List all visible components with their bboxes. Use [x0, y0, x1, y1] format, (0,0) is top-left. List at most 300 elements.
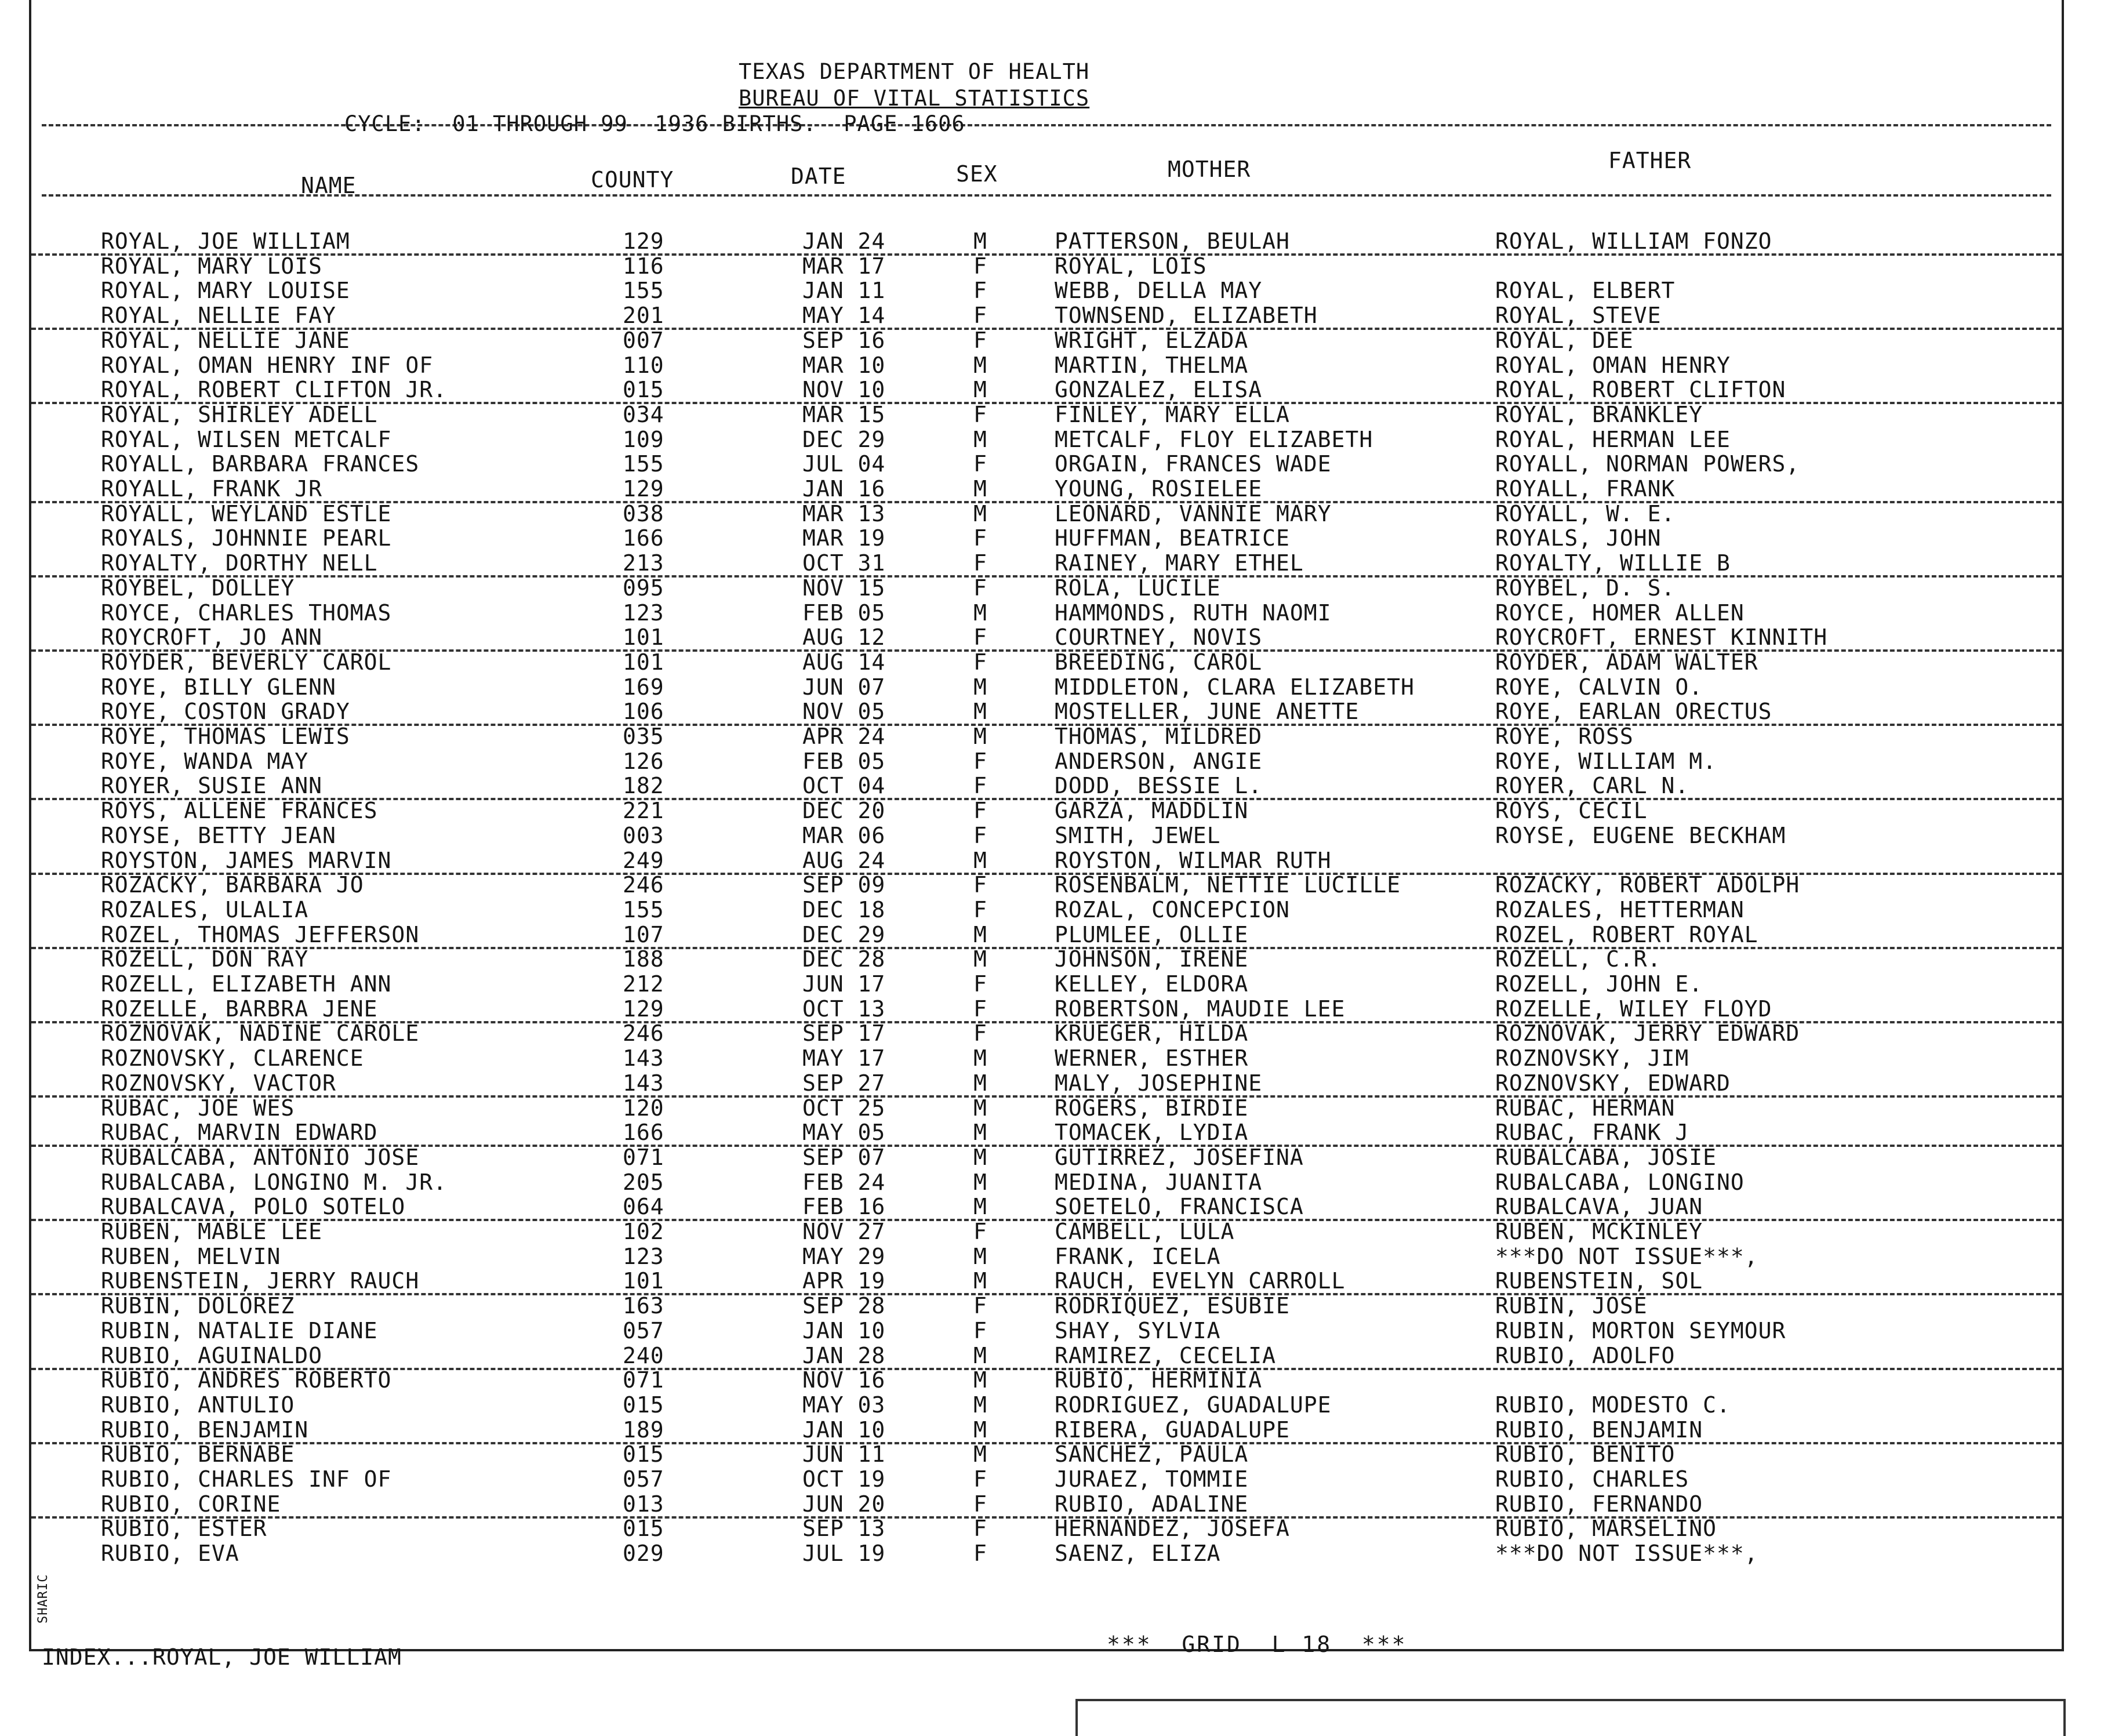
table-row [31, 551, 2062, 578]
cell-name: ROYE, THOMAS LEWIS [101, 724, 350, 749]
cell-mother: RUBIO, ADALINE [1055, 1491, 1249, 1517]
cell-sex: F [973, 1219, 987, 1244]
cell-mother: WEBB, DELLA MAY [1055, 278, 1263, 304]
cell-mother: MARTIN, THELMA [1055, 352, 1249, 378]
cell-name: RUBIO, ESTER [101, 1516, 267, 1542]
cell-mother: FINLEY, MARY ELLA [1055, 401, 1290, 427]
cell-date: DEC 29 [802, 921, 886, 947]
cell-sex: M [973, 1120, 987, 1146]
cell-county: 095 [623, 575, 664, 601]
cell-mother: RODRIQUEZ, ESUBIE [1055, 1293, 1290, 1319]
cell-county: 189 [623, 1417, 664, 1443]
cell-name: RUBIO, ANDRES ROBERTO [101, 1367, 392, 1393]
cell-mother: TOMACEK, LYDIA [1055, 1120, 1249, 1146]
cell-name: RUBEN, MABLE LEE [101, 1219, 323, 1244]
cell-mother: RUBIO, HERMINIA [1055, 1367, 1263, 1393]
cell-date: SEP 16 [802, 327, 886, 353]
cell-county: 123 [623, 600, 664, 626]
header-rule-top [42, 124, 2051, 126]
cell-county: 240 [623, 1342, 664, 1368]
cell-date: JUN 17 [802, 971, 886, 997]
cell-father: RUBENSTEIN, SOL [1495, 1268, 1703, 1294]
table-row [31, 798, 2062, 823]
cell-mother: BREEDING, CAROL [1055, 649, 1263, 675]
cell-name: ROYCE, CHARLES THOMAS [101, 600, 392, 626]
cell-father: ROYAL, ROBERT CLIFTON [1495, 377, 1786, 403]
cell-name: RUBAC, JOE WES [101, 1095, 295, 1121]
cell-mother: SAENZ, ELIZA [1055, 1541, 1221, 1567]
cell-date: MAY 29 [802, 1243, 886, 1269]
cell-mother: WRIGHT, ELZADA [1055, 327, 1249, 353]
cell-name: RUBALCABA, LONGINO M. JR. [101, 1169, 447, 1195]
cell-father: ROYCE, HOMER ALLEN [1495, 600, 1745, 626]
cell-date: MAR 10 [802, 352, 886, 378]
cell-name: ROYALL, BARBARA FRANCES [101, 451, 420, 477]
cell-mother: HUFFMAN, BEATRICE [1055, 525, 1290, 551]
cell-county: 102 [623, 1219, 664, 1244]
cell-mother: RAMIREZ, CECELIA [1055, 1342, 1277, 1368]
cell-sex: M [973, 1144, 987, 1170]
cell-name: ROYALL, FRANK JR [101, 476, 323, 502]
cell-sex: M [973, 1095, 987, 1121]
cell-date: MAR 15 [802, 401, 886, 427]
cell-county: 169 [623, 674, 664, 700]
cell-sex: M [973, 1243, 987, 1269]
cell-mother: JURAEZ, TOMMIE [1055, 1466, 1249, 1492]
cell-mother: SHAY, SYLVIA [1055, 1317, 1221, 1343]
cell-father: ROYS, CECIL [1495, 798, 1648, 824]
cell-sex: M [973, 1392, 987, 1418]
cell-father: ***DO NOT ISSUE***, [1495, 1243, 1758, 1269]
cell-mother: FRANK, ICELA [1055, 1243, 1221, 1269]
cell-name: RUBEN, MELVIN [101, 1243, 281, 1269]
cell-date: JUL 04 [802, 451, 886, 477]
cell-sex: F [973, 748, 987, 774]
cell-mother: LEONARD, VANNIE MARY [1055, 500, 1332, 526]
cell-sex: M [973, 1342, 987, 1368]
table-row [31, 972, 2062, 996]
cell-sex: F [973, 1541, 987, 1567]
cell-father: ROYAL, OMAN HENRY [1495, 352, 1731, 378]
table-row [31, 823, 2062, 848]
cell-name: ROZNOVSKY, VACTOR [101, 1070, 336, 1096]
cell-sex: F [973, 575, 987, 601]
cell-date: FEB 24 [802, 1169, 886, 1195]
table-row [31, 923, 2062, 949]
cell-father: ROYALL, NORMAN POWERS, [1495, 451, 1800, 477]
cell-name: ROZALES, ULALIA [101, 896, 309, 923]
cell-county: 116 [623, 253, 664, 279]
cell-name: ROYAL, ROBERT CLIFTON JR. [101, 377, 447, 403]
cell-name: ROYALS, JOHNNIE PEARL [101, 525, 392, 551]
cell-county: 071 [623, 1144, 664, 1170]
cell-sex: F [973, 253, 987, 279]
cell-date: MAY 05 [802, 1120, 886, 1146]
cell-father: RUBEN, MCKINLEY [1495, 1219, 1703, 1244]
cell-county: 101 [623, 624, 664, 651]
cell-date: MAY 17 [802, 1045, 886, 1072]
column-header-date: DATE [791, 164, 846, 189]
cell-date: MAY 03 [802, 1392, 886, 1418]
cell-date: APR 19 [802, 1268, 886, 1294]
cell-sex: F [973, 773, 987, 799]
cell-county: 038 [623, 500, 664, 526]
grid-label: *** GRID L 18 *** [1107, 1632, 1407, 1657]
cell-name: ROZEL, THOMAS JEFFERSON [101, 921, 420, 947]
cell-name: ROYS, ALLENE FRANCES [101, 798, 378, 824]
cell-name: ROYALTY, DORTHY NELL [101, 550, 378, 576]
agency-title: TEXAS DEPARTMENT OF HEALTH [739, 59, 1090, 84]
cell-mother: ROZAL, CONCEPCION [1055, 896, 1290, 923]
cell-mother: RAUCH, EVELYN CARROLL [1055, 1268, 1346, 1294]
cell-county: 120 [623, 1095, 664, 1121]
cell-name: ROYAL, NELLIE JANE [101, 327, 350, 353]
cell-mother: MIDDLETON, CLARA ELIZABETH [1055, 674, 1415, 700]
cell-father: RUBIO, CHARLES [1495, 1466, 1689, 1492]
table-row [31, 625, 2062, 652]
cell-name: ROYER, SUSIE ANN [101, 773, 323, 799]
table-row [31, 873, 2062, 897]
table-row [31, 898, 2062, 922]
cell-county: 101 [623, 1268, 664, 1294]
cell-father: ROYALL, FRANK [1495, 476, 1676, 502]
cell-mother: CAMBELL, LULA [1055, 1219, 1235, 1244]
cell-sex: F [973, 971, 987, 997]
cell-sex: F [973, 1491, 987, 1517]
cell-sex: F [973, 996, 987, 1022]
cell-name: ROYE, COSTON GRADY [101, 699, 350, 725]
cell-sex: M [973, 1194, 987, 1220]
table-row [31, 1269, 2062, 1295]
table-row [31, 1294, 2062, 1318]
cell-name: ROYCROFT, JO ANN [101, 624, 323, 651]
cell-mother: HAMMONDS, RUTH NAOMI [1055, 600, 1332, 626]
cell-date: SEP 13 [802, 1516, 886, 1542]
cell-date: FEB 05 [802, 748, 886, 774]
cell-sex: F [973, 1317, 987, 1343]
cell-mother: ORGAIN, FRANCES WADE [1055, 451, 1332, 477]
cell-name: RUBIO, CHARLES INF OF [101, 1466, 392, 1492]
cell-father: ROYAL, ELBERT [1495, 278, 1676, 304]
cell-father: ROYAL, STEVE [1495, 303, 1662, 329]
cell-county: 064 [623, 1194, 664, 1220]
cell-mother: PLUMLEE, OLLIE [1055, 921, 1249, 947]
cell-county: 221 [623, 798, 664, 824]
cell-mother: SANCHEZ, PAULA [1055, 1441, 1249, 1468]
cell-name: RUBIO, BENJAMIN [101, 1417, 309, 1443]
cell-father: ROYSE, EUGENE BECKHAM [1495, 822, 1786, 848]
cell-mother: SOETELO, FRANCISCA [1055, 1194, 1304, 1220]
cell-mother: DODD, BESSIE L. [1055, 773, 1263, 799]
table-row [31, 377, 2062, 404]
table-row [31, 502, 2062, 526]
cell-mother: ROBERTSON, MAUDIE LEE [1055, 996, 1346, 1022]
table-row [31, 1541, 2062, 1566]
cell-mother: ROLA, LUCILE [1055, 575, 1221, 601]
cell-date: OCT 04 [802, 773, 886, 799]
cell-date: OCT 25 [802, 1095, 886, 1121]
cycle-line: CYCLE: 01 THROUGH 99 1936 BIRTHS. PAGE 1606 [344, 111, 965, 136]
cell-date: APR 24 [802, 724, 886, 749]
table-row [31, 1120, 2062, 1147]
cell-date: JAN 10 [802, 1417, 886, 1443]
cell-sex: F [973, 872, 987, 898]
table-row [31, 1467, 2062, 1491]
cell-father: RUBIN, MORTON SEYMOUR [1495, 1317, 1786, 1343]
cell-sex: M [973, 699, 987, 725]
cell-father: RUBIO, FERNANDO [1495, 1491, 1703, 1517]
cell-date: SEP 07 [802, 1144, 886, 1170]
cell-name: ROYAL, OMAN HENRY INF OF [101, 352, 434, 378]
cell-name: ROZELLE, BARBRA JENE [101, 996, 378, 1022]
table-row [31, 1393, 2062, 1417]
cell-father: RUBAC, HERMAN [1495, 1095, 1676, 1121]
cell-name: RUBIO, CORINE [101, 1491, 281, 1517]
column-header-name: NAME [301, 173, 357, 198]
cell-mother: THOMAS, MILDRED [1055, 724, 1263, 749]
cell-sex: M [973, 674, 987, 700]
cell-county: 057 [623, 1466, 664, 1492]
cell-father: ROYBEL, D. S. [1495, 575, 1676, 601]
cell-name: RUBENSTEIN, JERRY RAUCH [101, 1268, 420, 1294]
cell-date: NOV 10 [802, 377, 886, 403]
table-row [31, 1319, 2062, 1343]
table-row [31, 526, 2062, 550]
cell-sex: M [973, 377, 987, 403]
cell-county: 015 [623, 377, 664, 403]
cell-name: ROYAL, MARY LOIS [101, 253, 323, 279]
cell-date: MAR 13 [802, 500, 886, 526]
table-row [31, 1194, 2062, 1221]
table-row [31, 427, 2062, 452]
table-row [31, 1170, 2062, 1194]
cell-county: 015 [623, 1392, 664, 1418]
cell-date: NOV 27 [802, 1219, 886, 1244]
table-row [31, 402, 2062, 427]
cell-father: RUBIO, BENITO [1495, 1441, 1676, 1468]
cell-date: SEP 17 [802, 1020, 886, 1047]
cell-county: 205 [623, 1169, 664, 1195]
cell-mother: PATTERSON, BEULAH [1055, 228, 1290, 254]
cell-father: ROYE, EARLAN ORECTUS [1495, 699, 1772, 725]
cell-father: RUBALCABA, JOSIE [1495, 1144, 1717, 1170]
cell-sex: M [973, 426, 987, 452]
cell-county: 123 [623, 1243, 664, 1269]
cell-father: ROZNOVSKY, JIM [1495, 1045, 1689, 1072]
cell-father: ROZELL, JOHN E. [1495, 971, 1703, 997]
cell-date: NOV 05 [802, 699, 886, 725]
cell-sex: M [973, 500, 987, 526]
cell-mother: YOUNG, ROSIELEE [1055, 476, 1263, 502]
cell-name: RUBIO, AGUINALDO [101, 1342, 323, 1368]
table-row [31, 1244, 2062, 1269]
cell-county: 143 [623, 1045, 664, 1072]
cell-mother: KRUEGER, HILDA [1055, 1020, 1249, 1047]
cell-mother: GARZA, MADDLIN [1055, 798, 1249, 824]
cell-date: AUG 14 [802, 649, 886, 675]
table-row [31, 773, 2062, 800]
cell-sex: M [973, 1268, 987, 1294]
cell-name: ROYSTON, JAMES MARVIN [101, 847, 392, 873]
cell-name: ROZELL, ELIZABETH ANN [101, 971, 392, 997]
table-row [31, 1516, 2062, 1541]
cell-county: 212 [623, 971, 664, 997]
cell-father: ROZEL, ROBERT ROYAL [1495, 921, 1758, 947]
table-row [31, 997, 2062, 1023]
cell-county: 126 [623, 748, 664, 774]
cell-father: ROYALTY, WILLIE B [1495, 550, 1731, 576]
table-row [31, 477, 2062, 503]
cell-sex: F [973, 1516, 987, 1542]
cell-father: RUBALCAVA, JUAN [1495, 1194, 1703, 1220]
cell-name: ROYSE, BETTY JEAN [101, 822, 336, 848]
cell-father: ROYDER, ADAM WALTER [1495, 649, 1758, 675]
cell-sex: F [973, 451, 987, 477]
cell-mother: ROYSTON, WILMAR RUTH [1055, 847, 1332, 873]
cell-county: 213 [623, 550, 664, 576]
cell-father: ROZNOVSKY, EDWARD [1495, 1070, 1731, 1096]
cell-father: ROYE, ROSS [1495, 724, 1634, 749]
cell-mother: RIBERA, GUADALUPE [1055, 1417, 1290, 1443]
cell-father: RUBAC, FRANK J [1495, 1120, 1689, 1146]
cell-name: ROYE, BILLY GLENN [101, 674, 336, 700]
cell-date: SEP 28 [802, 1293, 886, 1319]
cell-sex: F [973, 1020, 987, 1047]
cell-name: ROYAL, SHIRLEY ADELL [101, 401, 378, 427]
table-row [31, 1096, 2062, 1120]
cell-date: DEC 28 [802, 946, 886, 972]
cell-county: 003 [623, 822, 664, 848]
cell-father: ROYE, CALVIN O. [1495, 674, 1703, 700]
cell-name: RUBIN, DOLOREZ [101, 1293, 295, 1319]
cell-date: JAN 10 [802, 1317, 886, 1343]
column-header-father: FATHER [1608, 148, 1692, 173]
cell-father: RUBIO, BENJAMIN [1495, 1417, 1703, 1443]
cell-father: ROZELL, C.R. [1495, 946, 1662, 972]
cell-sex: M [973, 1169, 987, 1195]
cell-father: ROZACKY, ROBERT ADOLPH [1495, 872, 1800, 898]
cell-sex: M [973, 847, 987, 873]
cell-name: ROZACKY, BARBARA JO [101, 872, 364, 898]
cell-mother: ROYAL, LOIS [1055, 253, 1207, 279]
cell-mother: ROGERS, BIRDIE [1055, 1095, 1249, 1121]
cell-name: ROYAL, NELLIE FAY [101, 303, 336, 329]
table-row [31, 1145, 2062, 1170]
cell-sex: M [973, 600, 987, 626]
cell-mother: TOWNSEND, ELIZABETH [1055, 303, 1318, 329]
cell-county: 110 [623, 352, 664, 378]
cell-county: 071 [623, 1367, 664, 1393]
cell-county: 129 [623, 476, 664, 502]
cell-name: RUBIN, NATALIE DIANE [101, 1317, 378, 1343]
cell-name: ROYAL, MARY LOUISE [101, 278, 350, 304]
cell-name: ROYAL, JOE WILLIAM [101, 228, 350, 254]
cell-date: JAN 11 [802, 278, 886, 304]
cell-mother: COURTNEY, NOVIS [1055, 624, 1263, 651]
cell-mother: MALY, JOSEPHINE [1055, 1070, 1263, 1096]
cell-sex: M [973, 1367, 987, 1393]
cell-county: 035 [623, 724, 664, 749]
table-row [31, 675, 2062, 699]
cell-sex: F [973, 1293, 987, 1319]
cell-county: 249 [623, 847, 664, 873]
cell-sex: M [973, 228, 987, 254]
cell-mother: MEDINA, JUANITA [1055, 1169, 1263, 1195]
cell-date: FEB 05 [802, 600, 886, 626]
column-header-sex: SEX [956, 161, 998, 187]
cell-name: ROYDER, BEVERLY CAROL [101, 649, 392, 675]
table-row [31, 278, 2062, 303]
cell-date: DEC 18 [802, 896, 886, 923]
cell-date: NOV 15 [802, 575, 886, 601]
cell-county: 013 [623, 1491, 664, 1517]
cell-sex: M [973, 1045, 987, 1072]
table-row [31, 1219, 2062, 1244]
cell-father: ROYAL, BRANKLEY [1495, 401, 1703, 427]
cell-father: ROYALL, W. E. [1495, 500, 1676, 526]
table-row [31, 601, 2062, 625]
cell-county: 155 [623, 278, 664, 304]
cell-father: ROZNOVAK, JERRY EDWARD [1495, 1020, 1800, 1047]
cell-father: ROYAL, DEE [1495, 327, 1634, 353]
table-row [31, 1046, 2062, 1070]
cell-father: RUBIO, ADOLFO [1495, 1342, 1676, 1368]
cell-father: RUBIN, JOSE [1495, 1293, 1648, 1319]
cell-sex: F [973, 525, 987, 551]
cell-county: 057 [623, 1317, 664, 1343]
cell-name: ROZNOVSKY, CLARENCE [101, 1045, 364, 1072]
cell-date: JAN 24 [802, 228, 886, 254]
cell-father: ROZELLE, WILEY FLOYD [1495, 996, 1772, 1022]
cell-sex: M [973, 1417, 987, 1443]
cell-date: JUN 20 [802, 1491, 886, 1517]
table-row [31, 650, 2062, 674]
cell-father: ***DO NOT ISSUE***, [1495, 1541, 1758, 1567]
cell-county: 155 [623, 451, 664, 477]
table-row [31, 303, 2062, 330]
cell-father: ROYAL, WILLIAM FONZO [1495, 228, 1772, 254]
table-row [31, 1021, 2062, 1045]
cell-sex: M [973, 724, 987, 749]
table-row [31, 1343, 2062, 1370]
cell-date: JUL 19 [802, 1541, 886, 1567]
table-row [31, 848, 2062, 875]
cell-mother: JOHNSON, IRENE [1055, 946, 1249, 972]
column-header-county: COUNTY [591, 167, 674, 193]
cell-name: RUBIO, BERNABE [101, 1441, 295, 1468]
table-row [31, 1071, 2062, 1098]
cell-sex: F [973, 649, 987, 675]
cell-sex: M [973, 1070, 987, 1096]
cell-sex: M [973, 1441, 987, 1468]
table-row [31, 724, 2062, 749]
table-row [31, 328, 2062, 353]
cell-date: JUN 07 [802, 674, 886, 700]
cell-county: 015 [623, 1516, 664, 1542]
cell-sex: F [973, 822, 987, 848]
cell-sex: M [973, 476, 987, 502]
cell-name: RUBALCAVA, POLO SOTELO [101, 1194, 406, 1220]
table-row [31, 1492, 2062, 1519]
cell-county: 129 [623, 996, 664, 1022]
cell-father: ROZALES, HETTERMAN [1495, 896, 1745, 923]
cell-mother: KELLEY, ELDORA [1055, 971, 1249, 997]
cell-county: 101 [623, 649, 664, 675]
table-row [31, 1442, 2062, 1466]
cell-date: OCT 13 [802, 996, 886, 1022]
cell-county: 182 [623, 773, 664, 799]
cell-county: 106 [623, 699, 664, 725]
